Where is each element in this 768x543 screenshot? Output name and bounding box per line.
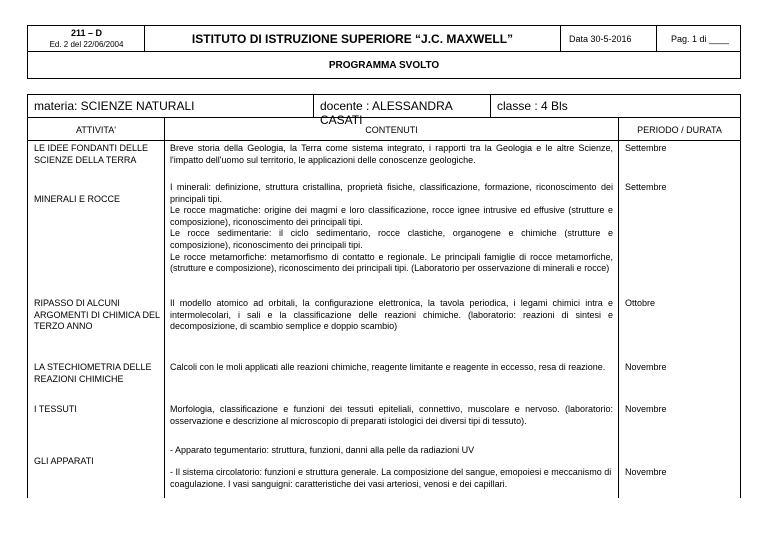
period-cell: Novembre — [625, 467, 667, 477]
period-cell: Novembre — [625, 362, 667, 372]
activity-cell: MINERALI E ROCCE — [34, 194, 121, 204]
col-header-period: PERIODO / DURATA — [637, 125, 722, 135]
activity-cell: I TESSUTI — [34, 404, 77, 414]
content-paragraph: Le rocce sedimentarie: il ciclo sedimentario, rocce clastiche, organogene e chimiche (strutture e composizione), riconoscimento dei principali tipi. — [170, 228, 613, 250]
teacher-cell — [313, 94, 491, 127]
column-divider — [618, 118, 619, 498]
class-cell — [490, 94, 741, 118]
content-paragraph: I minerali: definizione, struttura cristallina, proprietà fisiche, classificazione, formazione, riconoscimento dei principali tipi. — [170, 182, 613, 204]
period-cell: Settembre — [625, 143, 667, 153]
subject-cell — [27, 94, 314, 118]
activity-cell: GLI APPARATI — [34, 456, 94, 466]
teacher-label: docente : ALESSANDRA CASATI — [320, 99, 453, 127]
header-code-cell — [27, 25, 144, 52]
form-code: 211 – D — [70, 28, 103, 38]
content-cell: Calcoli con le moli applicati alle reazioni chimiche, reagente limitante e reagente in eccesso, resa di reazione. — [170, 362, 606, 372]
activity-cell: RIPASSO DI ALCUNI ARGOMENTI DI CHIMICA DEL TERZO ANNO — [34, 298, 160, 332]
content-cell — [170, 182, 613, 275]
program-table — [27, 118, 741, 498]
period-cell: Ottobre — [625, 298, 656, 308]
page-number: Pag. 1 di ____ — [671, 34, 730, 44]
header-date-cell — [561, 25, 657, 52]
content-cell: Morfologia, classificazione e funzioni dei tessuti epiteliali, connettivo, muscolare e nervoso. (laboratorio: osservazione e descrizione al microscopio di preparati istologici dei diversi tipi di tessuto). — [170, 404, 613, 426]
doc-title-row — [27, 51, 741, 79]
column-divider — [164, 118, 165, 498]
activity-cell: LE IDEE FONDANTI DELLE SCIENZE DELLA TERRA — [34, 143, 149, 165]
header-row-line — [28, 140, 740, 141]
document-header — [27, 25, 741, 79]
header-institute-cell — [144, 25, 561, 52]
content-cell: - Il sistema circolatorio: funzioni e struttura generale. La composizione del sangue, emopoiesi e meccanismo di coagulazione. I vasi sanguigni: caratteristiche dei vasi arteriosi, venosi e dei capillari. — [170, 467, 612, 489]
col-header-activity: ATTIVITA' — [76, 125, 116, 135]
subject-label: materia: SCIENZE NATURALI — [34, 99, 195, 113]
content-paragraph: Le rocce magmatiche: origine dei magmi e loro classificazione, rocce ignee intrusive ed effusive (strutture e composizione), riconoscimento dei principali tipi. — [170, 205, 613, 227]
col-header-content: CONTENUTI — [365, 125, 418, 135]
content-cell: - Apparato tegumentario: struttura, funzioni, danni alla pelle da radiazioni UV — [170, 445, 475, 455]
content-paragraph: Le rocce metamorfiche: metamorfismo di contatto e regionale. Le principali famiglie di rocce metamorfiche, (strutture e composizione), riconoscimento dei principali tipi. (Laboratorio per osservazione di minerali e rocce) — [170, 251, 613, 274]
class-label: classe : 4 Bls — [497, 99, 568, 113]
period-cell: Novembre — [625, 404, 667, 414]
doc-title: PROGRAMMA SVOLTO — [328, 60, 440, 71]
document-date: Data 30-5-2016 — [569, 34, 632, 44]
content-cell: Il modello atomico ad orbitali, la configurazione elettronica, la tavola periodica, i legami chimici intra e intermolecolari, i sali e la classificazione delle reazioni chimiche. (laboratorio: reazioni di sintesi e decomposizione, di scambio semplice e doppio scambio) — [170, 298, 613, 332]
period-cell: Settembre — [625, 182, 667, 192]
form-edition: Ed. 2 del 22/06/2004 — [49, 40, 124, 49]
institute-name: ISTITUTO DI ISTRUZIONE SUPERIORE “J.C. MAXWELL” — [191, 32, 514, 46]
activity-cell: LA STECHIOMETRIA DELLE REAZIONI CHIMICHE — [34, 362, 152, 384]
header-page-cell — [657, 25, 741, 52]
content-cell: Breve storia della Geologia, la Terra come sistema integrato, i rapporti tra la Geologia e le altre Scienze, l'impatto dell'uomo sul territorio, le applicazioni delle conoscenze geologiche. — [170, 143, 613, 165]
